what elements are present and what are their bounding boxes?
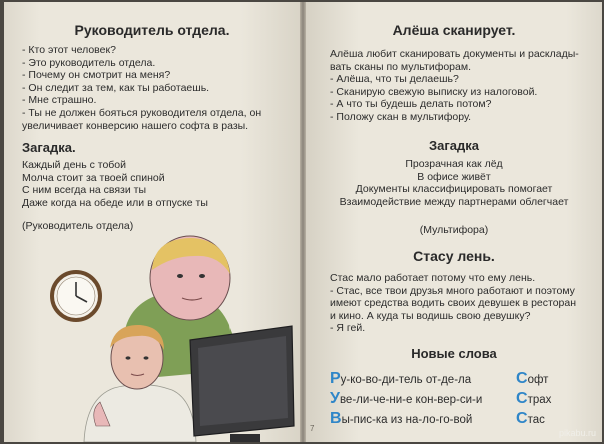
story2-line: - Я гей. [330,322,366,335]
words-title: Новые слова [411,346,497,361]
dialog-line: - Ты не должен бояться руководителя отдела, он [22,106,262,119]
word-rest: ы-пис-ка из на-ло-го-вой [341,414,473,426]
page-number: 7 [310,424,315,433]
dialog-line: увеличивает конверсию нашего софта в разы. [22,119,249,132]
riddle-line: Каждый день с тобой [22,159,127,171]
left-title: Руководитель отдела. [74,22,230,38]
word-initial: Р [330,370,341,387]
left-page [4,2,300,442]
story-line: Алёша любит сканировать документы и расклады- [330,48,579,60]
riddle-line: Даже когда на обеде или в отпуске ты [22,196,208,209]
right-story [330,48,579,124]
word-initial: С [516,410,528,427]
word-rest: у-ко-во-ди-тель от-де-ла [340,374,472,386]
riddle-line: Документы классифицировать помогает [355,183,553,196]
story2-text [330,272,576,335]
story2-line: имеют средства водить своих девушек в ресторан [330,297,577,310]
word-initial: У [330,390,340,407]
dialog-line: - Мне страшно. [22,94,97,107]
riddle-line: В офисе живёт [417,170,491,183]
word-rest: офт [527,374,549,386]
dialog-line: - Это руководитель отдела. [22,56,156,69]
right-riddle [306,158,602,208]
book-spread [4,2,602,442]
left-riddle-answer: (Руководитель отдела) [22,220,134,232]
story-line: - Сканирую свежую выписку из налоговой. [330,85,538,98]
right-page [306,2,602,442]
new-word-row [330,410,580,428]
word-rest: тас [527,414,545,426]
left-dialog [22,44,261,132]
story2-line: и кино. А куда ты водишь свою девушку? [330,309,531,322]
story2-line: Стас мало работает потому что ему лень. [330,272,536,284]
clock-icon [52,272,100,320]
riddle-line: Прозрачная как лёд [405,158,503,170]
new-word-row [330,370,580,388]
word-rest: трах [527,394,552,406]
dialog-line: - Почему он смотрит на меня? [22,69,171,82]
word-initial: В [330,410,342,427]
watermark: pikabu.ru [558,428,596,438]
story-line: - Положу скан в мультифору. [330,110,472,123]
riddle-line: Взаимодействие между партнерами облегчает [339,195,569,208]
left-riddle [22,159,208,209]
riddle-line: С ним всегда на связи ты [22,184,146,197]
story-line: - А что ты будешь делать потом? [330,98,492,111]
right-riddle-answer: (Мультифора) [419,224,489,236]
riddle-line: Молча стоит за твоей спиной [22,171,165,184]
dialog-line: - Кто этот человек? [22,44,116,56]
story-line: вать сканы по мультифорам. [330,60,471,73]
story2-title: Стасу лень. [413,248,495,264]
word-rest: ве-ли-че-ни-е кон-вер-си-и [339,394,483,406]
left-riddle-title: Загадка. [22,140,76,155]
office-illustration [4,230,300,442]
dialog-line: - Он следит за тем, как ты работаешь. [22,81,210,94]
story-line: - Алёша, что ты делаешь? [330,73,459,86]
story2-line: - Стас, все твои друзья много работают и поэтому [330,284,575,297]
word-initial: С [516,390,528,407]
new-word-row [330,390,580,408]
monitor-icon [190,326,294,442]
right-title: Алёша сканирует. [392,22,516,38]
word-initial: С [516,370,528,387]
right-riddle-title: Загадка [428,138,479,153]
